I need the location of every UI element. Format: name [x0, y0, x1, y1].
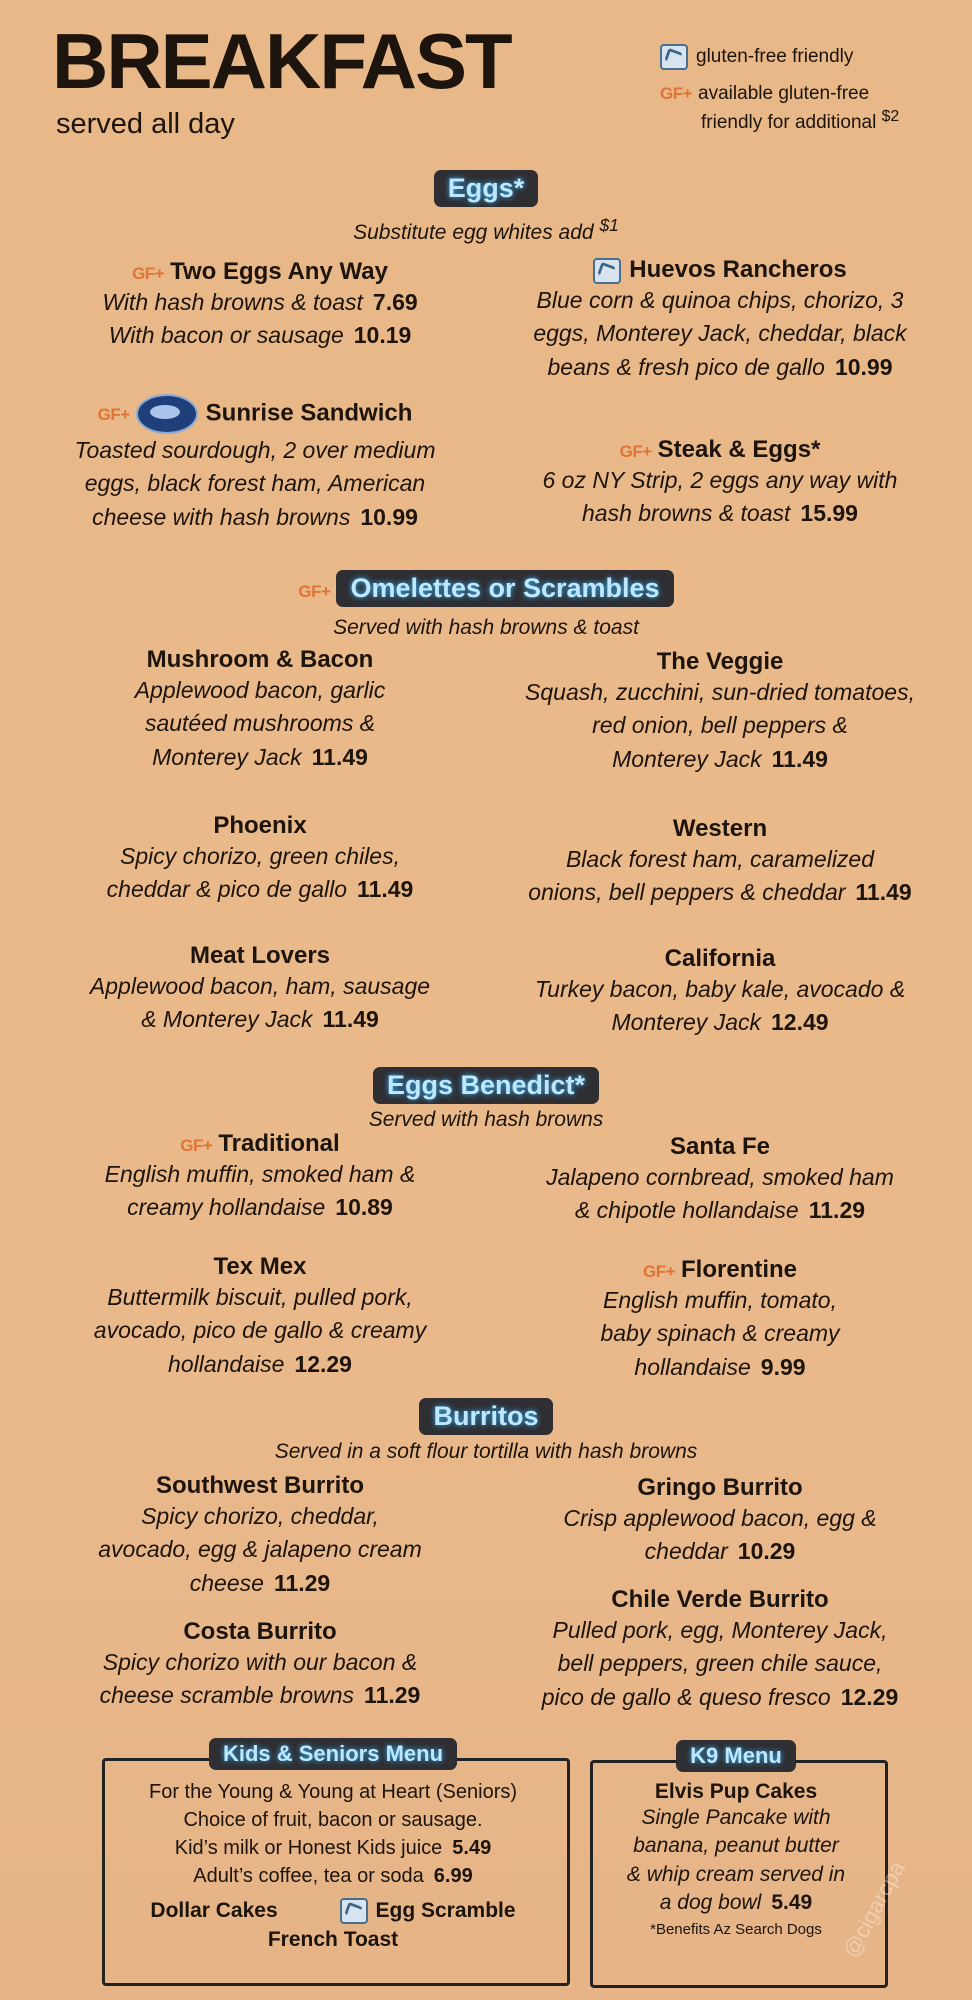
section-eggs — [0, 170, 972, 207]
gf-plus-icon: GF+ — [642, 1262, 676, 1281]
item-florentine: GF+ Florentine English muffin, tomato, baby spinach & creamy hollandaise 9.99 — [600, 1256, 840, 1380]
item-veggie: The Veggie Squash, zucchini, sun-dried tomatoes, red onion, bell peppers & Monterey Jack 11.49 — [525, 648, 915, 772]
page-title: BREAKFAST — [52, 17, 511, 105]
k9-note: *Benefits Az Search Dogs — [650, 1921, 822, 1939]
kids-heading-wrap — [102, 1738, 564, 1770]
item-traditional: GF+ Traditional English muffin, smoked ham & creamy hollandaise 10.89 — [104, 1130, 416, 1221]
item-meat-lovers: Meat Lovers Applewood bacon, ham, sausage & Monterey Jack 11.49 — [89, 942, 431, 1033]
k9-content: Elvis Pup Cakes Single Pancake with banana, peanut butter & whip cream served in a dog bowl 5.49 *Benefits Az Search Dogs — [590, 1780, 882, 1938]
gf-plus-icon: GF+ — [132, 264, 165, 283]
item-steak-eggs: GF+ Steak & Eggs* 6 oz NY Strip, 2 eggs any way with hash browns & toast 15.99 — [542, 436, 898, 527]
benedict-heading: Eggs Benedict* — [373, 1067, 599, 1104]
gluten-free-icon — [593, 258, 621, 284]
benedict-note: Served with hash browns — [368, 1108, 604, 1131]
sunrise-logo-icon — [136, 394, 198, 434]
eggs-heading: Eggs* — [434, 170, 539, 207]
item-sunrise-sandwich: GF+ Sunrise Sandwich Toasted sourdough, 2 over medium eggs, black forest ham, American cheese with hash browns 10.99 — [30, 394, 480, 534]
k9-heading-wrap — [590, 1740, 882, 1772]
item-santa-fe: Santa Fe Jalapeno cornbread, smoked ham & chipotle hollandaise 11.29 — [546, 1133, 894, 1224]
item-chile-verde-burrito: Chile Verde Burrito Pulled pork, egg, Monterey Jack, bell peppers, green chile sauce, pico de gallo & queso fresco 12.29 — [541, 1586, 899, 1710]
page-subtitle: served all day — [56, 108, 235, 140]
item-huevos-rancheros: Huevos Rancheros Blue corn & quinoa chips, chorizo, 3 eggs, Monterey Jack, cheddar, black beans & fresh pico de gallo 10.99 — [533, 256, 907, 380]
item-gringo-burrito: Gringo Burrito Crisp applewood bacon, egg & cheddar 10.29 — [563, 1474, 877, 1565]
section-benedict — [0, 1067, 972, 1104]
gf-plus-icon: GF+ — [619, 442, 652, 461]
item-tex-mex: Tex Mex Buttermilk biscuit, pulled pork, avocado, pico de gallo & creamy hollandaise 12.29 — [93, 1253, 427, 1377]
item-mushroom-bacon: Mushroom & Bacon Applewood bacon, garlic sautéed mushrooms & Monterey Jack 11.49 — [134, 646, 386, 770]
kids-dollar-cakes: Dollar Cakes — [150, 1899, 278, 1922]
burritos-heading: Burritos — [419, 1398, 552, 1435]
gluten-free-icon — [340, 1898, 368, 1924]
gluten-free-icon — [660, 44, 688, 70]
kids-egg-scramble: Egg Scramble — [375, 1899, 516, 1922]
omelettes-heading: Omelettes or Scrambles — [336, 570, 673, 607]
item-southwest-burrito: Southwest Burrito Spicy chorizo, cheddar, avocado, egg & jalapeno cream cheese 11.29 — [98, 1472, 422, 1596]
k9-heading: K9 Menu — [676, 1740, 796, 1772]
gf-plus-icon: GF+ — [180, 1136, 213, 1155]
legend-gf-plus: GF+ available gluten-free friendly for additional $^{\$2}$ — [660, 83, 900, 134]
kids-french-toast: French Toast — [267, 1928, 399, 1952]
gf-plus-icon: GF+ — [97, 405, 130, 425]
burritos-note: Served in a soft flour tortilla with hash browns — [274, 1440, 698, 1463]
omelettes-note: Served with hash browns & toast — [333, 616, 639, 639]
item-costa-burrito: Costa Burrito Spicy chorizo with our bacon & cheese scramble browns 11.29 — [99, 1618, 421, 1709]
item-two-eggs: GF+ Two Eggs Any Way With hash browns & toast 7.69 With bacon or sausage 10.19 — [102, 258, 418, 349]
item-phoenix: Phoenix Spicy chorizo, green chiles, cheddar & pico de gallo 11.49 — [106, 812, 414, 903]
item-western: Western Black forest ham, caramelized onions, bell peppers & cheddar 11.49 — [528, 815, 912, 906]
kids-heading: Kids & Seniors Menu — [209, 1738, 457, 1770]
eggs-note: Substitute egg whites add $^{\$1}$ — [353, 215, 619, 244]
item-california: California Turkey bacon, baby kale, avocado & Monterey Jack 12.49 — [534, 945, 906, 1036]
gf-plus-icon: GF+ — [660, 84, 693, 103]
gf-plus-icon: GF+ — [298, 582, 331, 601]
legend-gluten-free: gluten-free friendly — [660, 44, 853, 70]
kids-content: For the Young & Young at Heart (Seniors) Choice of fruit, bacon or sausage. Kid’s milk or Honest Kids juice 5.49 Adult’s coffee, tea or soda 6.99 Dollar Cakes Egg Scramble French Toast — [102, 1778, 564, 1955]
section-omelettes — [0, 570, 972, 607]
watermark: @cigarcpa — [838, 1856, 910, 1962]
section-burritos — [0, 1398, 972, 1435]
